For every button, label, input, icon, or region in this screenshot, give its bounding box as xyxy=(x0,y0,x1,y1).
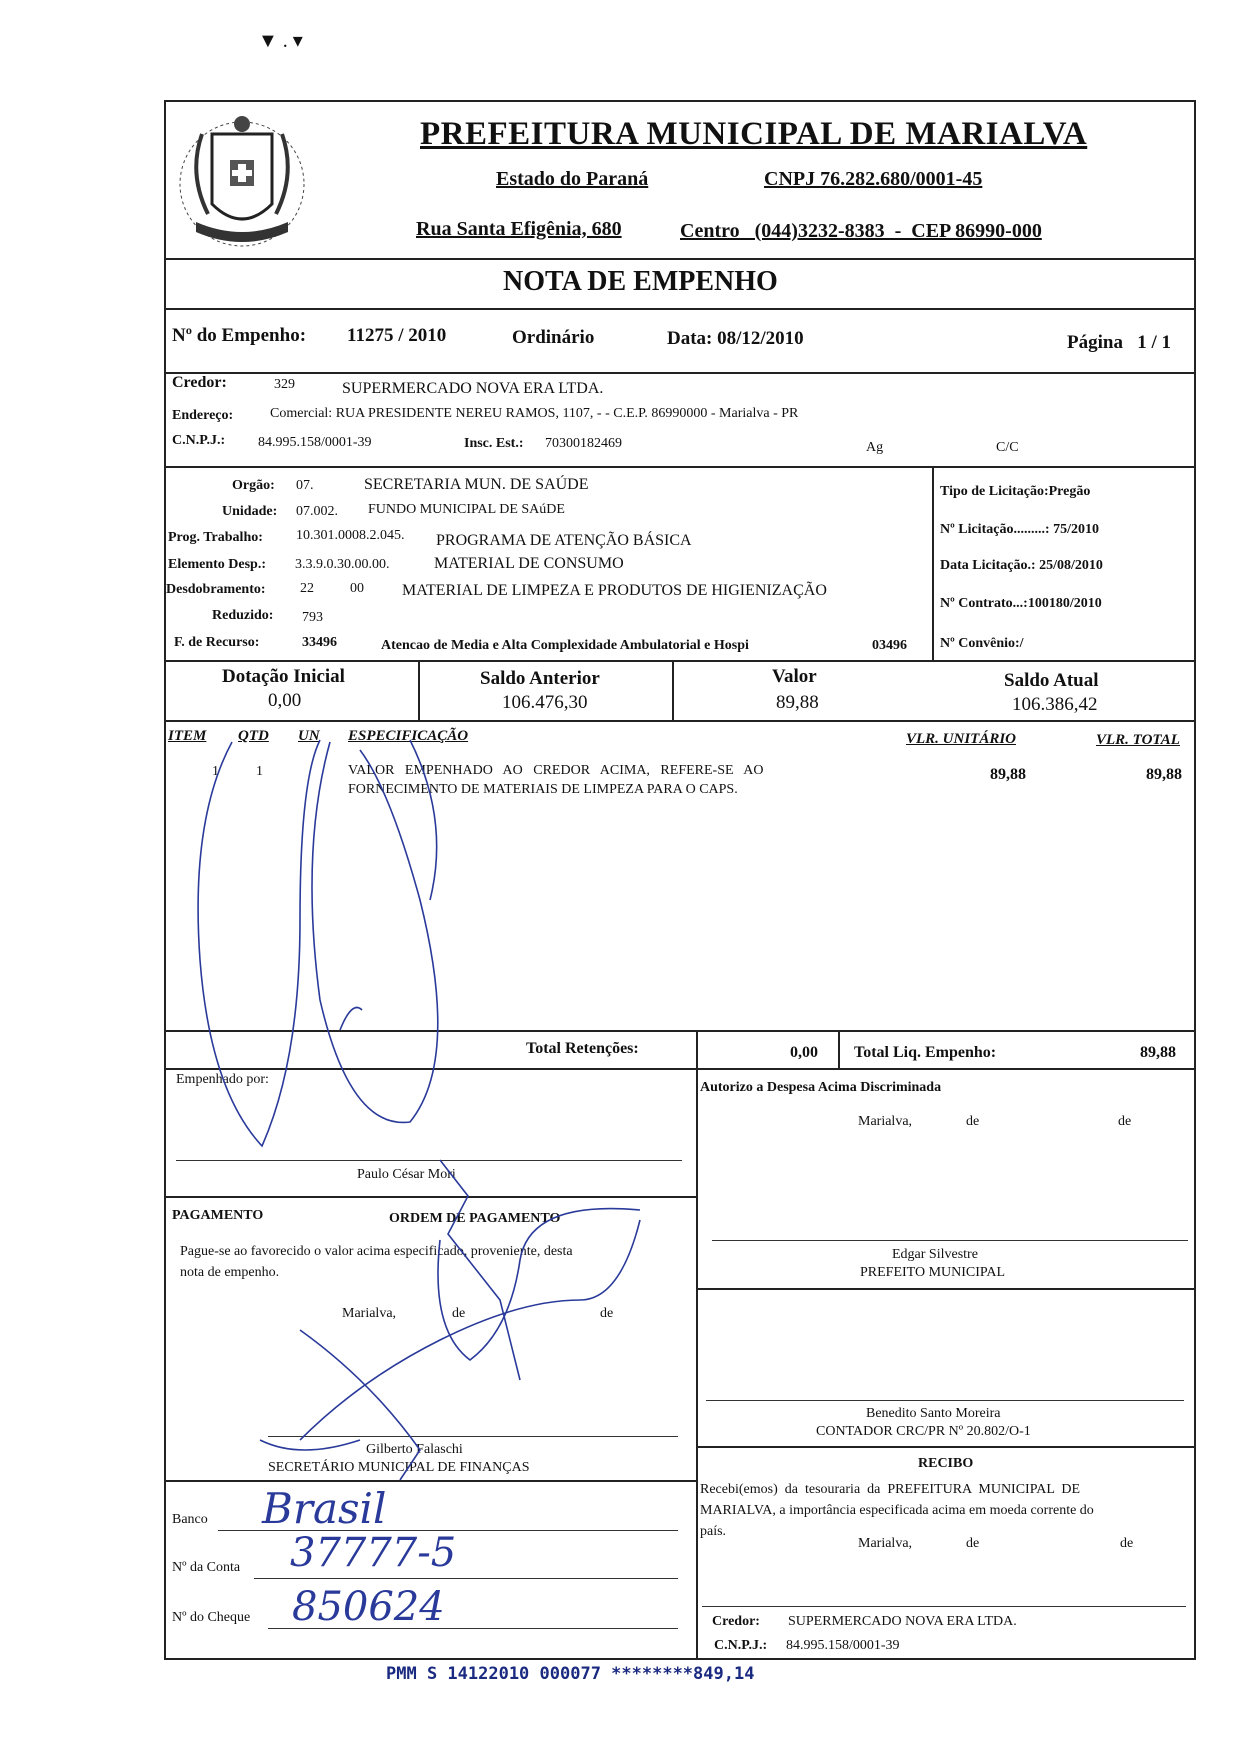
cheque-handwritten: 850624 xyxy=(292,1584,445,1630)
pagamento-text-line1: Pague-se ao favorecido o valor acima especificado, proveniente, desta xyxy=(180,1244,573,1259)
prog-label: Prog. Trabalho: xyxy=(168,530,263,545)
desd-code2: 00 xyxy=(350,581,364,596)
pagamento-text-line2: nota de empenho. xyxy=(180,1265,280,1280)
conta-label: Nº da Conta xyxy=(172,1560,241,1575)
contrato-num: Nº Contrato...:100180/2010 xyxy=(940,596,1102,611)
saldo-anterior-label: Saldo Anterior xyxy=(480,668,600,689)
recibo-text-line1: Recebi(emos) da tesouraria da PREFEITURA MUNICIPAL DE xyxy=(700,1482,1081,1497)
page-number: Página 1 / 1 xyxy=(1067,332,1171,353)
fonte-name: Atencao de Media e Alta Complexidade Ambulatorial e Hospi xyxy=(381,638,749,653)
cc-label: C/C xyxy=(996,440,1019,455)
header-title: PREFEITURA MUNICIPAL DE MARIALVA xyxy=(420,116,1088,152)
row-desc-line2: FORNECIMENTO DE MATERIAIS DE LIMPEZA PARA O CAPS. xyxy=(348,782,738,797)
elem-code: 3.3.9.0.30.00.00. xyxy=(295,557,390,572)
licitacao-data: Data Licitação.: 25/08/2010 xyxy=(940,558,1103,573)
row-unit-value: 89,88 xyxy=(990,766,1026,783)
cheque-label: Nº do Cheque xyxy=(172,1610,251,1625)
autorizo-label: Autorizo a Despesa Acima Discriminada xyxy=(700,1080,942,1095)
recibo-title: RECIBO xyxy=(918,1456,974,1471)
recibo-credor-label: Credor: xyxy=(712,1614,760,1629)
credor-cnpj: 84.995.158/0001-39 xyxy=(258,435,372,450)
banco-handwritten: Brasil xyxy=(262,1484,387,1533)
col-vlr-total: VLR. TOTAL xyxy=(1096,732,1180,748)
total-liq-label: Total Liq. Empenho: xyxy=(854,1044,997,1061)
orgao-label: Orgão: xyxy=(232,478,275,493)
recibo-text-line2: MARIALVA, a importância especificada acima em moeda corrente do xyxy=(700,1503,1094,1518)
header-address: Centro (044)3232-8383 - CEP 86990-000 xyxy=(680,220,1042,242)
empenho-num-label: Nº do Empenho: xyxy=(172,325,307,346)
elem-name: MATERIAL DE CONSUMO xyxy=(434,555,624,572)
row-total-value: 89,88 xyxy=(1146,766,1182,783)
licitacao-num: Nº Licitação.........: 75/2010 xyxy=(940,522,1099,537)
total-retencoes-label: Total Retenções: xyxy=(526,1040,639,1057)
autorizo-city: Marialva, xyxy=(858,1114,913,1129)
col-qtd: QTD xyxy=(238,728,269,744)
credor-label: Credor: xyxy=(172,374,227,391)
autorizo-de2: de xyxy=(1118,1114,1132,1129)
recibo-de1: de xyxy=(966,1536,980,1551)
pagamento-de1: de xyxy=(452,1306,466,1321)
contador-name: Benedito Santo Moreira xyxy=(866,1406,1001,1421)
convenio: Nº Convênio:/ xyxy=(940,636,1024,651)
secretario-name: Gilberto Falaschi xyxy=(366,1442,463,1457)
red-value: 793 xyxy=(302,610,323,625)
desd-label: Desdobramento: xyxy=(166,582,266,597)
prefeito-name: Edgar Silvestre xyxy=(892,1247,978,1262)
prog-code: 10.301.0008.2.045. xyxy=(296,528,405,543)
col-vlr-unitario: VLR. UNITÁRIO xyxy=(906,731,1017,747)
secretario-role: SECRETÁRIO MUNICIPAL DE FINANÇAS xyxy=(268,1460,530,1475)
orgao-code: 07. xyxy=(296,478,314,493)
unidade-code: 07.002. xyxy=(296,504,338,519)
scan-marks: ▼ . ▾ xyxy=(258,30,303,52)
header-state: Estado do Paraná xyxy=(496,168,649,190)
credor-code: 329 xyxy=(274,377,295,392)
orgao-name: SECRETARIA MUN. DE SAÚDE xyxy=(364,476,589,493)
address-label: Endereço: xyxy=(172,408,234,423)
pagamento-city: Marialva, xyxy=(342,1306,397,1321)
pagamento-label: PAGAMENTO xyxy=(172,1208,264,1223)
contador-role: CONTADOR CRC/PR Nº 20.802/O-1 xyxy=(816,1424,1031,1439)
header-cnpj: CNPJ 76.282.680/0001-45 xyxy=(764,168,983,190)
empenho-type: Ordinário xyxy=(512,327,595,348)
row-desc-line1: VALOR EMPENHADO AO CREDOR ACIMA, REFERE-SE AO xyxy=(348,763,764,778)
row-item: 1 xyxy=(212,764,219,779)
desd-name: MATERIAL DE LIMPEZA E PRODUTOS DE HIGIENIZAÇÃO xyxy=(402,582,827,599)
credor-ie: 70300182469 xyxy=(545,436,622,451)
valor-value: 89,88 xyxy=(776,692,819,713)
ie-label: Insc. Est.: xyxy=(464,436,524,451)
recibo-city: Marialva, xyxy=(858,1536,913,1551)
banco-label: Banco xyxy=(172,1512,208,1527)
fonte-label: F. de Recurso: xyxy=(174,635,260,650)
ordem-pagamento-label: ORDEM DE PAGAMENTO xyxy=(389,1211,561,1226)
recibo-cnpj: 84.995.158/0001-39 xyxy=(786,1638,900,1653)
desd-code: 22 xyxy=(300,581,314,596)
saldo-anterior-value: 106.476,30 xyxy=(502,692,588,713)
unidade-name: FUNDO MUNICIPAL DE SAúDE xyxy=(368,502,565,517)
ag-label: Ag xyxy=(866,440,884,455)
cnpj-label: C.N.P.J.: xyxy=(172,433,226,448)
empenhado-name: Paulo César Mori xyxy=(357,1167,456,1182)
red-label: Reduzido: xyxy=(212,608,274,623)
empenhado-label: Empenhado por: xyxy=(176,1072,269,1087)
prog-name: PROGRAMA DE ATENÇÃO BÁSICA xyxy=(436,532,692,549)
saldo-atual-label: Saldo Atual xyxy=(1004,670,1099,691)
pagamento-de2: de xyxy=(600,1306,614,1321)
recibo-credor: SUPERMERCADO NOVA ERA LTDA. xyxy=(788,1614,1017,1629)
unidade-label: Unidade: xyxy=(222,504,278,519)
empenho-date: Data: 08/12/2010 xyxy=(667,328,804,349)
total-liq-value: 89,88 xyxy=(1140,1044,1176,1061)
autorizo-de1: de xyxy=(966,1114,980,1129)
dotacao-inicial-label: Dotação Inicial xyxy=(222,666,345,687)
conta-handwritten: 37777-5 xyxy=(290,1530,457,1576)
footer-stamp: PMM S 14122010 000077 ********849,14 xyxy=(386,1664,755,1684)
fonte-code2: 03496 xyxy=(872,638,907,653)
saldo-atual-value: 106.386,42 xyxy=(1012,694,1098,715)
credor-name: SUPERMERCADO NOVA ERA LTDA. xyxy=(342,380,604,397)
col-item: ITEM xyxy=(168,728,207,744)
recibo-de2: de xyxy=(1120,1536,1134,1551)
header-street: Rua Santa Efigênia, 680 xyxy=(416,218,622,240)
row-qtd: 1 xyxy=(256,764,263,779)
elem-label: Elemento Desp.: xyxy=(168,557,266,572)
col-especificacao: ESPECIFICAÇÃO xyxy=(348,728,469,744)
recibo-text-line3: país. xyxy=(700,1524,727,1539)
col-un: UN xyxy=(298,728,320,744)
total-retencoes-value: 0,00 xyxy=(790,1044,818,1061)
licitacao-tipo: Tipo de Licitação:Pregão xyxy=(940,484,1091,499)
prefeito-role: PREFEITO MUNICIPAL xyxy=(860,1265,1006,1280)
fonte-code: 33496 xyxy=(302,635,337,650)
empenho-num: 11275 / 2010 xyxy=(347,325,447,346)
recibo-cnpj-label: C.N.P.J.: xyxy=(714,1638,768,1653)
doc-title: NOTA DE EMPENHO xyxy=(503,266,778,297)
valor-label: Valor xyxy=(772,666,817,687)
credor-address: Comercial: RUA PRESIDENTE NEREU RAMOS, 1107, - - C.E.P. 86990000 - Marialva - PR xyxy=(270,406,799,421)
dotacao-inicial-value: 0,00 xyxy=(268,690,302,711)
